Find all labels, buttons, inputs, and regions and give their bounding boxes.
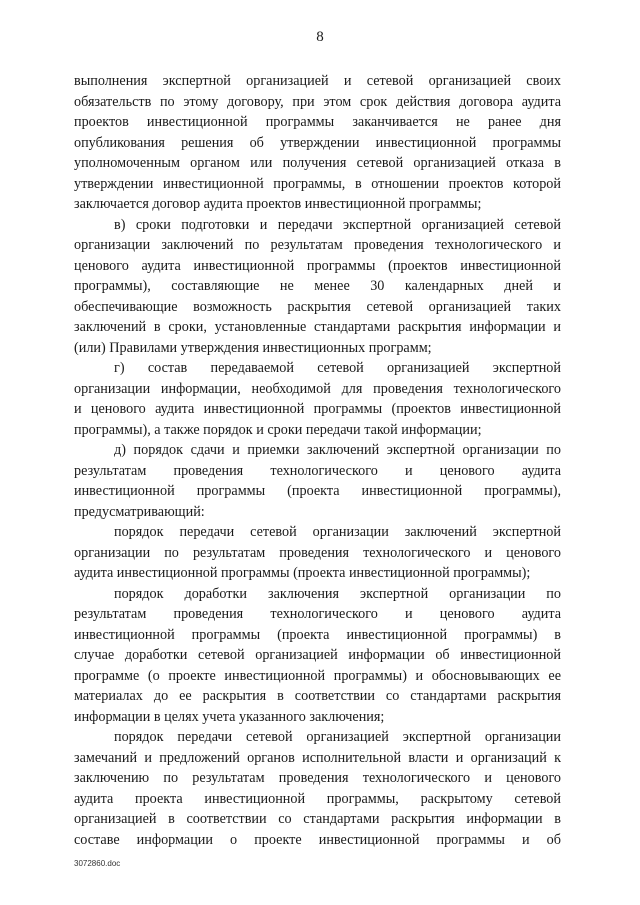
text-line: обязательств по этому договору, при этом срок действия договора аудита [74, 93, 561, 110]
text-line: заключений в сроки, установленные стандартами раскрытия информации и [74, 319, 561, 335]
text-line: программы), составляющие не менее 30 календарных дней и [74, 278, 561, 294]
text-line: составе информации о проекте инвестиционной программы и об [74, 831, 561, 848]
text-line: ценового аудита инвестиционной программы (проектов инвестиционной [74, 257, 561, 274]
text-line: аудита инвестиционной программы (проекта инвестиционной программы); [74, 565, 531, 581]
text-line: результатам проведения технологического и ценового аудита [74, 606, 561, 622]
text-line: порядок передачи сетевой организации заключений экспертной [114, 524, 561, 540]
text-line: обеспечивающие возможность раскрытия сетевой организацией таких [74, 298, 561, 315]
text-line: аудита проекта инвестиционной программы, раскрытому сетевой [74, 790, 561, 807]
text-line: организации по результатам проведения технологического и ценового [74, 544, 561, 561]
text-line: порядок доработки заключения экспертной организации по [114, 585, 561, 602]
text-line: организации информации, необходимой для проведения технологического [74, 380, 561, 397]
text-line: инвестиционной программы (проекта инвестиционной программы), [74, 483, 561, 499]
text-line: опубликования решения об утверждении инвестиционной программы [74, 134, 561, 151]
text-line: инвестиционной программы (проекта инвестиционной программы) в [74, 626, 561, 643]
text-line: проектов инвестиционной программы заканчивается не ранее дня [74, 114, 561, 130]
text-line: программы), а также порядок и сроки передачи такой информации; [74, 421, 482, 438]
text-line: (или) Правилами утверждения инвестиционных программ; [74, 339, 432, 356]
text-line: предусматривающий: [74, 503, 205, 520]
text-line: утверждении инвестиционной программы, в отношении проектов которой [74, 175, 561, 192]
text-line: результатам проведения технологического и ценового аудита [74, 462, 561, 479]
text-line: программе (о проекте инвестиционной программы) и обосновывающих ее [74, 667, 561, 684]
text-line: д) порядок сдачи и приемки заключений экспертной организации по [114, 442, 561, 458]
text-line: замечаний и предложений органов исполнительной власти и организаций к [74, 749, 561, 766]
text-line: материалах до ее раскрытия в соответствии со стандартами раскрытия [74, 688, 561, 704]
text-line: в) сроки подготовки и передачи экспертной организацией сетевой [114, 216, 561, 233]
text-line: порядок передачи сетевой организацией экспертной организации [114, 729, 561, 745]
text-line: г) состав передаваемой сетевой организацией экспертной [114, 360, 561, 376]
text-line: информации в целях учета указанного заключения; [74, 708, 385, 725]
text-line: заключается договор аудита проектов инвестиционной программы; [74, 196, 482, 212]
document-file-code: 3072860.doc [74, 859, 121, 868]
text-line: организацией в соответствии со стандартами раскрытия информации в [74, 811, 561, 827]
text-line: выполнения экспертной организацией и сетевой организацией своих [74, 73, 561, 89]
text-line: заключению по результатам проведения технологического и ценового [74, 770, 561, 786]
text-line: и ценового аудита инвестиционной программы (проектов инвестиционной [74, 401, 561, 417]
page-number: 8 [316, 29, 324, 45]
text-line: уполномоченным органом или получения сетевой организацией отказа в [74, 155, 561, 171]
text-line: случае доработки сетевой организацией информации об инвестиционной [74, 647, 561, 663]
document-body [74, 71, 561, 850]
text-line: организации заключений по результатам проведения технологического и [74, 237, 561, 253]
